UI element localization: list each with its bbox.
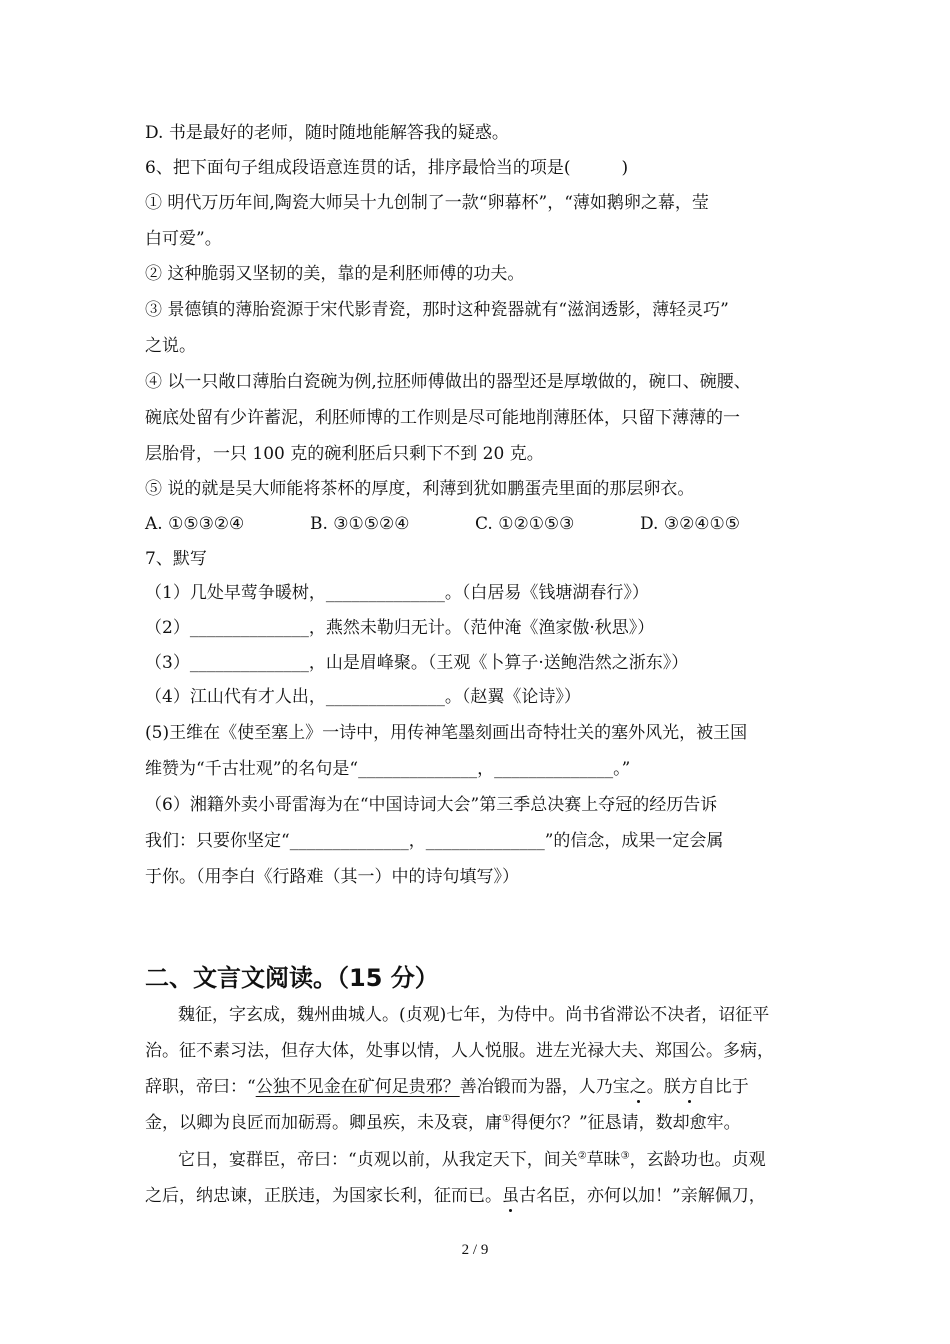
section-heading: 二、文言文阅读。（15 分） xyxy=(145,964,439,992)
q6-option-a: A. ①⑤③②④ xyxy=(145,514,245,534)
text-run: ，玄龄功也。贞观 xyxy=(629,1150,766,1170)
text-run: 金，以卿为良匠而加砺焉。卿虽疾，未及衰，庸 xyxy=(145,1113,502,1133)
q7-item-6: （6）湘籍外卖小哥雷海为在“中国诗词大会”第三季总决赛上夺冠的经历告诉 xyxy=(145,795,718,815)
q6-sentence-3-cont: 之说。 xyxy=(145,336,196,356)
passage-p1-line4 xyxy=(145,1112,741,1134)
q6-stem: 6、把下面句子组成段语意连贯的话，排序最恰当的项是( ) xyxy=(145,158,629,178)
text-run: 之后，纳忠谏，正朕违，为国家长利，征而已。 xyxy=(145,1186,502,1206)
dotted-char-sui: 虽 xyxy=(502,1186,519,1206)
q6-sentence-1: ① 明代万历年间,陶瓷大师吴十九创制了一款“卵幕杯”，“薄如鹅卵之幕，莹 xyxy=(145,193,709,213)
q6-option-b: B. ③①⑤②④ xyxy=(310,514,410,534)
text-run: 辞职，帝曰：“ xyxy=(145,1077,256,1097)
q7-item-4: （4）江山代有才人出，______________。（赵翼《论诗》） xyxy=(145,687,581,707)
q7-item-2: （2）______________，燕然未勒归无计。（范仲淹《渔家傲·秋思》） xyxy=(145,618,655,638)
q6-sentence-4-cont: 碗底处留有少许蓄泥，利胚师博的工作则是尽可能地削薄胚体，只留下薄薄的一 xyxy=(145,408,740,428)
q6-option-d: D. ③②④①⑤ xyxy=(640,514,741,534)
q7-item-6-cont: 我们：只要你坚定“______________，______________”的信念，成果一定会属 xyxy=(145,831,724,851)
text-run: 它日，宴群臣，帝曰：“贞观以前，从我定天下，间关 xyxy=(178,1150,578,1170)
text-run: 自比于 xyxy=(697,1077,749,1097)
underlined-sentence: 公独不见金在矿何足贵邪？ xyxy=(255,1077,460,1097)
text-run: 。朕 xyxy=(646,1077,681,1097)
footnote-3: ③ xyxy=(620,1150,630,1162)
q6-sentence-2: ② 这种脆弱又坚韧的美，靠的是利胚师傅的功夫。 xyxy=(145,264,525,284)
q6-sentence-3: ③ 景德镇的薄胎瓷源于宋代影青瓷，那时这种瓷器就有“滋润透影，薄轻灵巧” xyxy=(145,300,729,320)
dotted-char-fang: 方 xyxy=(680,1077,698,1097)
text-run: 善冶锻而为器，人乃 xyxy=(459,1077,613,1097)
passage-p1-line2: 治。征不素习法，但存大体，处事以情，人人悦服。进左光禄大夫、郑国公。多病， xyxy=(145,1041,774,1061)
dotted-char-zhi: 之 xyxy=(629,1077,647,1097)
text-run: 得便尔？”征恳请，数却愈牢。 xyxy=(510,1113,741,1133)
q6-sentence-5: ⑤ 说的就是吴大师能将茶杯的厚度，利薄到犹如鹏蛋壳里面的那层卵衣。 xyxy=(145,479,695,499)
q7-item-5: (5)王维在《使至塞上》一诗中，用传神笔墨刻画出奇特壮关的塞外风光，被王国 xyxy=(145,723,748,743)
text-run: 草昧 xyxy=(586,1150,621,1170)
q6-sentence-4-cont2: 层胎骨，一只 100 克的碗利胚后只剩下不到 20 克。 xyxy=(145,444,544,464)
q7-item-1: （1）几处早莺争暖树，______________。（白居易《钱塘湖春行》） xyxy=(145,583,649,603)
q7-item-5-cont: 维赞为“千古壮观”的名句是“______________，______________。” xyxy=(145,759,631,779)
passage-p2-line2 xyxy=(145,1185,766,1207)
q6-options xyxy=(145,513,845,537)
q5-option-d: D. 书是最好的老师，随时随地能解答我的疑惑。 xyxy=(145,123,509,143)
passage-p1-line1: 魏征，字玄成，魏州曲城人。(贞观)七年，为侍中。尚书省滞讼不决者，诏征平 xyxy=(178,1005,770,1025)
page-number: 2 / 9 xyxy=(461,1242,489,1258)
q6-sentence-1-cont: 白可爱”。 xyxy=(145,229,222,249)
q6-sentence-4: ④ 以一只敞口薄胎白瓷碗为例,拉胚师傅做出的器型还是厚墩做的，碗口、碗腰、 xyxy=(145,372,751,392)
q6-option-c: C. ①②①⑤③ xyxy=(475,514,575,534)
text-run: 宝 xyxy=(612,1077,630,1097)
q7-item-3: （3）______________，山是眉峰聚。（王观《卜算子·送鲍浩然之浙东》） xyxy=(145,653,689,673)
passage-p1-line3 xyxy=(145,1076,749,1098)
passage-p2-line1 xyxy=(178,1149,766,1171)
q7-item-6-cont2: 于你。（用李白《行路难（其一）中的诗句填写》） xyxy=(145,867,519,887)
q7-title: 7、默写 xyxy=(145,549,207,569)
footnote-1: ① xyxy=(502,1113,511,1125)
text-run: 古名臣，亦何以加！”亲解佩刀， xyxy=(519,1186,766,1206)
footnote-2: ② xyxy=(577,1150,587,1162)
